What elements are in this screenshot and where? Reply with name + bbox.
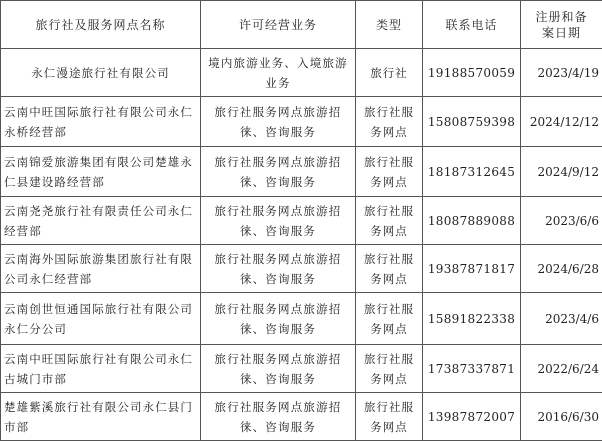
agency-name: 楚雄紫溪旅行社有限公司永仁县门市部: [1, 393, 201, 441]
table-row: [1, 147, 602, 197]
agency-type: 旅行社服务网点: [356, 97, 423, 147]
header-row: [1, 1, 602, 49]
agency-type: 旅行社服务网点: [356, 293, 423, 345]
agency-type: 旅行社服务网点: [356, 197, 423, 245]
registration-date: 2024/12/12: [521, 97, 602, 147]
business-scope: 旅行社服务网点旅游招徕、咨询服务: [201, 147, 356, 197]
contact-phone: 18087889088: [423, 197, 521, 245]
agency-name: 云南创世恒通国际旅行社有限公司永仁分公司: [1, 293, 201, 345]
agency-type: 旅行社服务网点: [356, 147, 423, 197]
table-row: [1, 245, 602, 293]
header-scope: 许可经营业务: [201, 1, 356, 49]
agency-name: 云南锦爱旅游集团有限公司楚雄永仁县建设路经营部: [1, 147, 201, 197]
table-row: [1, 97, 602, 147]
header-date-line1: 注册和备: [535, 10, 587, 24]
agency-name: 云南尧尧旅行社有限责任公司永仁经营部: [1, 197, 201, 245]
table-row: [1, 49, 602, 97]
business-scope: 旅行社服务网点旅游招徕、咨询服务: [201, 197, 356, 245]
agency-type: 旅行社服务网点: [356, 393, 423, 441]
contact-phone: 19387871817: [423, 245, 521, 293]
table-row: [1, 197, 602, 245]
contact-phone: 18187312645: [423, 147, 521, 197]
registration-date: 2023/6/6: [521, 197, 602, 245]
business-scope: 旅行社服务网点旅游招徕、咨询服务: [201, 245, 356, 293]
contact-phone: 19188570059: [423, 49, 521, 97]
registration-date: 2024/9/12: [521, 147, 602, 197]
agency-name: 云南中旺国际旅行社有限公司永仁永桥经营部: [1, 97, 201, 147]
business-scope: 旅行社服务网点旅游招徕、咨询服务: [201, 97, 356, 147]
contact-phone: 17387337871: [423, 345, 521, 393]
agency-name: 云南海外国际旅游集团旅行社有限公司永仁经营部: [1, 245, 201, 293]
registration-date: 2022/6/24: [521, 345, 602, 393]
agency-name: 云南中旺国际旅行社有限公司永仁古城门市部: [1, 345, 201, 393]
business-scope: 旅行社服务网点旅游招徕、咨询服务: [201, 345, 356, 393]
registration-date: 2016/6/30: [521, 393, 602, 441]
header-date-line2: 案日期: [542, 26, 581, 40]
contact-phone: 15808759398: [423, 97, 521, 147]
business-scope: 旅行社服务网点旅游招徕、咨询服务: [201, 393, 356, 441]
registration-date: 2023/4/19: [521, 49, 602, 97]
header-date: [521, 1, 602, 49]
agency-type: 旅行社服务网点: [356, 245, 423, 293]
registration-date: 2024/6/28: [521, 245, 602, 293]
header-type: 类型: [356, 1, 423, 49]
header-phone: 联系电话: [423, 1, 521, 49]
contact-phone: 15891822338: [423, 293, 521, 345]
table-row: [1, 393, 602, 441]
registration-date: 2023/4/6: [521, 293, 602, 345]
business-scope: 境内旅游业务、入境旅游业务: [201, 49, 356, 97]
business-scope: 旅行社服务网点旅游招徕、咨询服务: [201, 293, 356, 345]
table-row: [1, 293, 602, 345]
agency-type: 旅行社服务网点: [356, 345, 423, 393]
agency-type: 旅行社: [356, 49, 423, 97]
agency-name: 永仁漫途旅行社有限公司: [1, 49, 201, 97]
contact-phone: 13987872007: [423, 393, 521, 441]
table-row: [1, 345, 602, 393]
header-name: 旅行社及服务网点名称: [1, 1, 201, 49]
